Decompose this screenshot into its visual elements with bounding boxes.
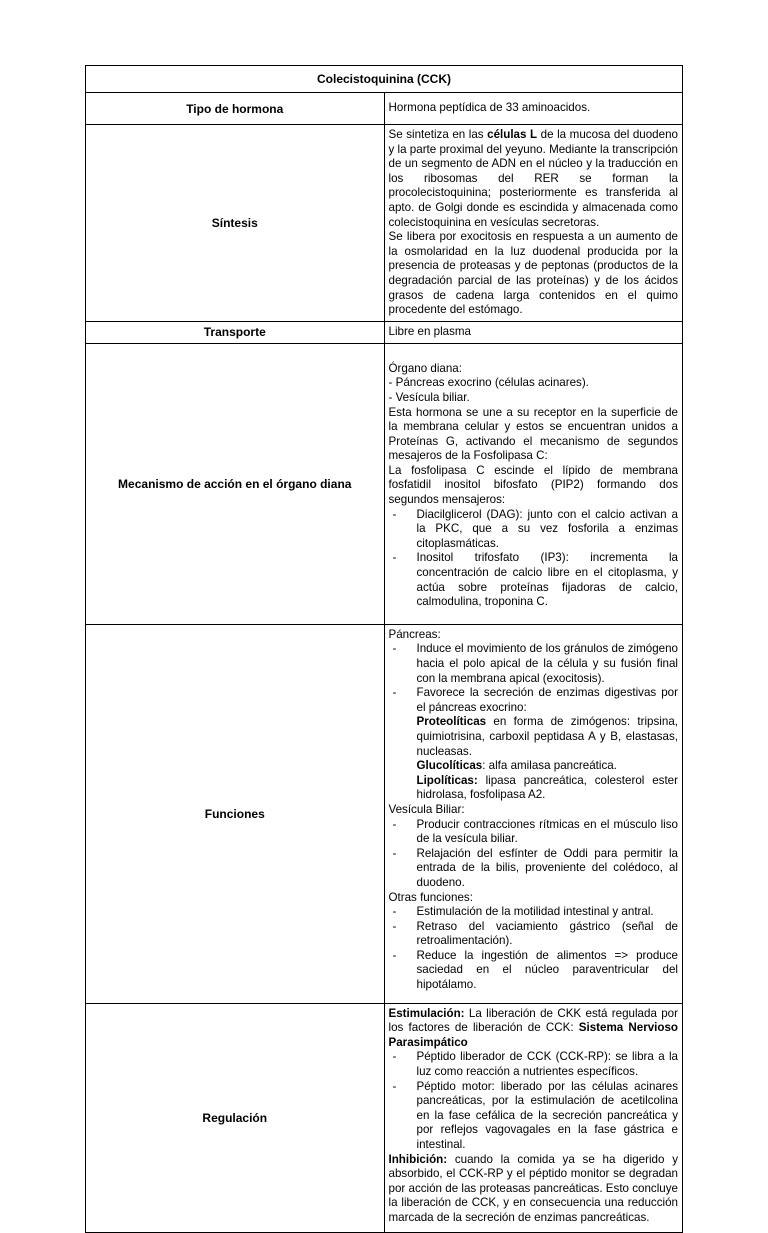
bullet-dash-icon: - <box>392 817 397 831</box>
mec-p2: La fosfolipasa C escinde el lípido de membrana fosfatidil inositol bifosfato (PIP2) formando dos segundos mensajeros: <box>388 463 678 507</box>
reg-inhibicion: Inhibición: cuando la comida ya se ha digerido y absorbido, el CCK-RP y el péptido monitor se degradan por acción de las proteasas pancreáticas. Esto concluye la liberación de CCK, y en consecuencia una reducción marcada de la secreción de enzimas pancreáticas. <box>388 1152 678 1224</box>
list-item: - Reduce la ingestión de alimentos => produce saciedad en el núcleo paraventricular del hipotálamo. <box>392 948 678 992</box>
content-transporte <box>384 321 683 343</box>
row-mecanismo <box>86 343 683 624</box>
tipo-text: Hormona peptídica de 33 aminoacidos. <box>388 101 591 115</box>
bullet-dash-icon: - <box>392 507 397 521</box>
title-row <box>86 66 683 93</box>
list-item: - Estimulación de la motilidad intestinal y antral. <box>392 905 654 919</box>
fun-h2: Vesícula Biliar: <box>388 802 465 816</box>
bullet-dash-icon: - <box>392 846 397 860</box>
content-funciones <box>384 624 683 1003</box>
bullet-dash-icon: - <box>392 1050 397 1064</box>
bullet-dash-icon: - <box>392 948 397 962</box>
list-item: - Diacilglicerol (DAG): junto con el calcio activan a la PKC, que a su vez fosforila a enzimas citoplasmáticas. <box>392 507 678 550</box>
row-tipo <box>86 93 683 125</box>
fun-proteoliticas: Proteolíticas en forma de zimógenos: tripsina, quimiotrisina, carboxil peptidasa A y B, elastasas, nucleasas. <box>416 715 678 758</box>
list-item: - Induce el movimiento de los gránulos de zimógeno hacia el polo apical de la célula y su fusión final con la membrana apical (exocitosis). <box>392 642 678 685</box>
label-sintesis: Síntesis <box>86 125 385 322</box>
content-tipo <box>384 93 683 125</box>
reg-estimulacion: Estimulación: La liberación de CKK está regulada por los factores de liberación de CCK: Sistema Nervioso Parasimpático <box>388 1006 678 1049</box>
sintesis-p2: Se libera por exocitosis en respuesta a un aumento de la osmolaridad en la luz duodenal producida por la presencia de proteasas y de peptonas (productos de la degradación parcial de las proteínas) y de los ácidos grasos de cadena larga contenidos en el quimo procedente del estómago. <box>388 230 678 317</box>
label-mecanismo: Mecanismo de acción en el órgano diana <box>86 343 385 624</box>
fun-h3: Otras funciones: <box>388 890 473 904</box>
fun-glucoliticas: Glucolíticas: alfa amilasa pancreática. <box>416 759 617 773</box>
fun-h1: Páncreas: <box>388 627 441 641</box>
mec-p1: Esta hormona se une a su receptor en la superficie de la membrana celular y estos se encuentran unidos a Proteínas G, activando el mecanismo de segundos mesajeros de la Fosfolipasa C: <box>388 405 678 463</box>
transporte-text: Libre en plasma <box>388 324 471 338</box>
label-funciones: Funciones <box>86 624 385 1003</box>
row-regulacion <box>86 1003 683 1232</box>
bullet-dash-icon: - <box>392 905 397 919</box>
row-funciones <box>86 624 683 1003</box>
bullet-dash-icon: - <box>392 1079 397 1093</box>
content-regulacion <box>384 1003 683 1232</box>
list-item: - Favorece la secreción de enzimas digestivas por el páncreas exocrino: <box>392 686 678 714</box>
list-item: - Relajación del esfínter de Oddi para permitir la entrada de la bilis, proveniente del colédoco, al duodeno. <box>392 846 678 889</box>
sintesis-p1: Se sintetiza en las células L de la mucosa del duodeno y la parte proximal del yeyuno. Mediante la transcripción de un segmento de ADN en el núcleo y la traducción en los ribosomas del RER se forman la procolecistoquinina; posteriormente es transferida al apto. de Golgi donde es escindida y almacenada como colecistoquinina en vesículas secretoras. <box>388 128 678 229</box>
fun-lipoliticas: Lipolíticas: lipasa pancreática, colesterol ester hidrolasa, fosfolipasa A2. <box>416 773 678 802</box>
cck-table <box>85 65 683 1233</box>
list-item: - Péptido motor: liberado por las células acinares pancreáticas, por la estimulación de acetilcolina en la fase cefálica de la secreción pancreática y por reflejos vagovagales en la fase gástrica e intestinal. <box>392 1079 678 1151</box>
table-title: Colecistoquinina (CCK) <box>86 66 683 93</box>
bullet-dash-icon: - <box>392 919 397 933</box>
row-transporte <box>86 321 683 343</box>
mec-l2: - Páncreas exocrino (células acinares). <box>388 376 589 390</box>
bullet-dash-icon: - <box>392 551 397 565</box>
bullet-dash-icon: - <box>392 642 397 656</box>
mec-l1: Órgano diana: <box>388 361 462 375</box>
content-mecanismo <box>384 343 683 624</box>
bullet-dash-icon: - <box>392 686 397 700</box>
list-item: - Inositol trifosfato (IP3): incrementa la concentración de calcio libre en el citoplasma, y actúa sobre proteínas fijadoras de calcio, calmodulina, troponina C. <box>392 551 678 609</box>
list-item: - Retraso del vaciamiento gástrico (señal de retroalimentación). <box>392 919 678 948</box>
list-item: - Péptido liberador de CCK (CCK-RP): se libra a la luz como reacción a nutrientes específicos. <box>392 1050 678 1079</box>
row-sintesis <box>86 125 683 322</box>
label-tipo: Tipo de hormona <box>86 93 385 125</box>
mec-l3: - Vesícula biliar. <box>388 390 470 404</box>
list-item: - Producir contracciones rítmicas en el músculo liso de la vesícula biliar. <box>392 817 678 846</box>
content-sintesis <box>384 125 683 322</box>
label-transporte: Transporte <box>86 321 385 343</box>
label-regulacion: Regulación <box>86 1003 385 1232</box>
